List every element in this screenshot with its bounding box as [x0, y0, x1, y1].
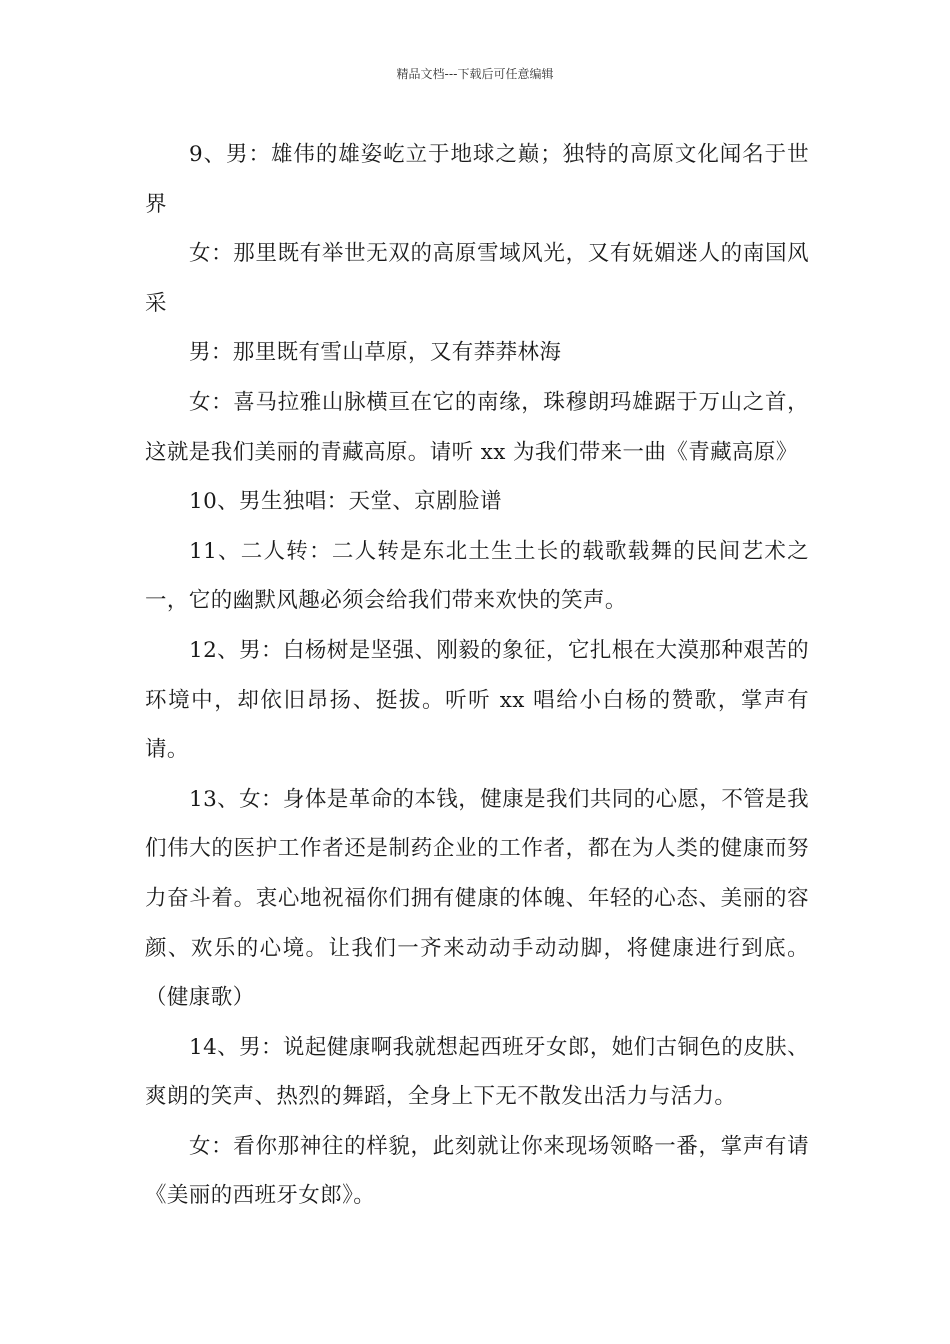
paragraph-14-female: 女：看你那神往的样貌，此刻就让你来现场领略一番，掌声有请《美丽的西班牙女郎》。 — [145, 1133, 809, 1209]
paragraph-13: 13、女：身体是革命的本钱，健康是我们共同的心愿，不管是我们伟大的医护工作者还是制药企业的工作者，都在为人类的健康而努力奋斗着。衷心地祝福你们拥有健康的体魄、年轻的心态、美丽的容颜、欢乐的心境。让我们一齐来动动手动动脚，将健康进行到底。（健康歌） — [145, 786, 809, 1011]
paragraph-9-female-2: 女：喜马拉雅山脉横亘在它的南缘，珠穆朗玛雄踞于万山之首，这就是我们美丽的青藏高原。请听 xx 为我们带来一曲《青藏高原》 — [145, 389, 809, 465]
paragraph-12: 12、男：白杨树是坚强、刚毅的象征，它扎根在大漠那种艰苦的环境中，却依旧昂扬、挺拔。听听 xx 唱给小白杨的赞歌，掌声有请。 — [145, 637, 809, 763]
paragraph-14: 14、男：说起健康啊我就想起西班牙女郎，她们古铜色的皮肤、爽朗的笑声、热烈的舞蹈，全身上下无不散发出活力与活力。 — [145, 1034, 809, 1110]
document-body — [145, 130, 809, 1221]
paragraph-11: 11、二人转：二人转是东北土生土长的载歌载舞的民间艺术之一，它的幽默风趣必须会给我们带来欢快的笑声。 — [145, 538, 809, 614]
paragraph-9-male: 9、男：雄伟的雄姿屹立于地球之巅；独特的高原文化闻名于世界 — [145, 142, 809, 217]
paragraph-10: 10、男生独唱：天堂、京剧脸谱 — [189, 489, 502, 515]
page-header-watermark: 精品文档---下载后可任意编辑 — [396, 67, 554, 81]
paragraph-9-female: 女：那里既有举世无双的高原雪域风光，又有妩媚迷人的南国风采 — [145, 241, 809, 316]
paragraph-9-male-2: 男：那里既有雪山草原，又有莽莽林海 — [189, 340, 562, 366]
